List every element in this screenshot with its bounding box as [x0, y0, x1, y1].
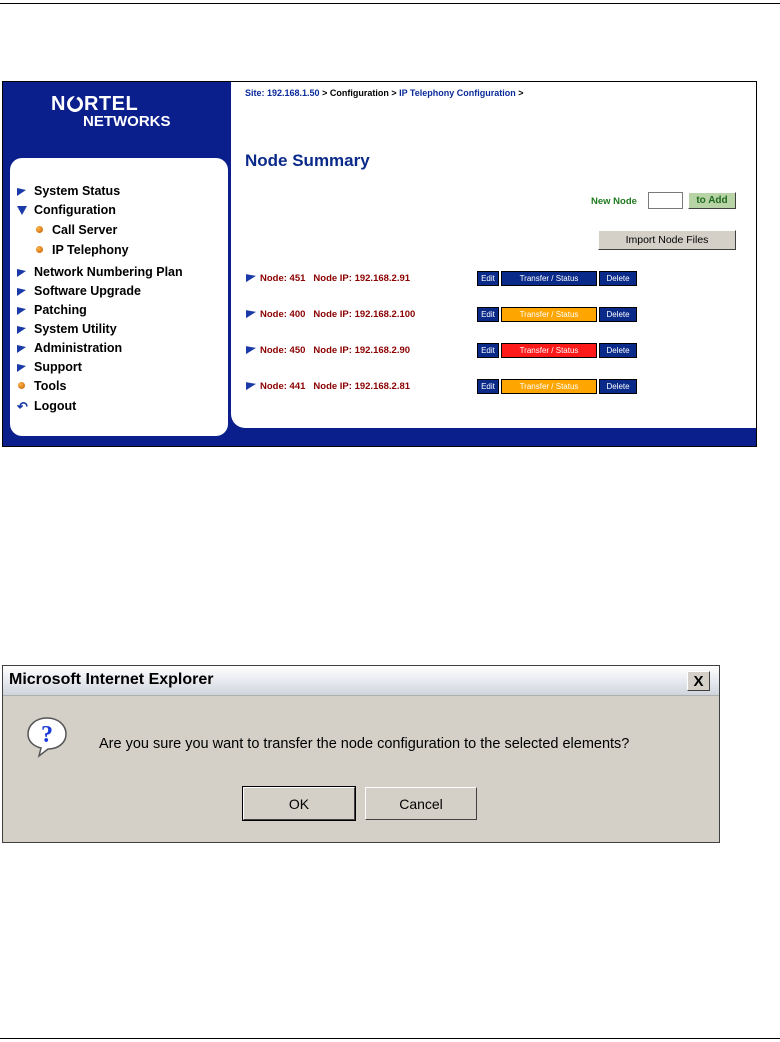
- nortel-networks-logo: N RTEL NETWORKS: [51, 93, 171, 130]
- node-row: [246, 271, 746, 287]
- main-content: [231, 82, 756, 428]
- nav-logout[interactable]: [17, 397, 76, 415]
- nav-network-numbering-plan[interactable]: [17, 263, 183, 281]
- edit-node-button[interactable]: Edit: [477, 343, 499, 358]
- node-info[interactable]: [260, 381, 410, 392]
- breadcrumb-ip-telephony-configuration[interactable]: IP Telephony Configuration: [399, 88, 516, 98]
- node-row: [246, 379, 746, 395]
- nav-label: System Utility: [34, 322, 117, 336]
- breadcrumb-separator: >: [319, 88, 330, 98]
- arrow-icon: [246, 381, 258, 391]
- transfer-status-button[interactable]: Transfer / Status: [501, 379, 597, 394]
- nav-label: Administration: [34, 341, 123, 355]
- dialog-message: Are you sure you want to transfer the node configuration to the selected elements?: [99, 736, 630, 752]
- arrow-icon: [17, 343, 28, 354]
- nav-administration[interactable]: [17, 339, 122, 357]
- transfer-status-button[interactable]: Transfer / Status: [501, 307, 597, 322]
- arrow-icon: [17, 324, 28, 335]
- nav-system-status[interactable]: [17, 182, 120, 200]
- arrow-icon: [17, 286, 28, 297]
- edit-node-button[interactable]: Edit: [477, 379, 499, 394]
- delete-node-button[interactable]: Delete: [599, 379, 637, 394]
- nav-configuration[interactable]: [17, 201, 116, 219]
- arrow-icon: [17, 362, 28, 373]
- element-manager-window: [2, 81, 757, 447]
- arrow-icon: [17, 305, 28, 316]
- dialog-title: Microsoft Internet Explorer: [9, 671, 214, 688]
- nav-label: Patching: [34, 303, 87, 317]
- breadcrumb: [245, 88, 524, 98]
- arrow-icon: [246, 273, 258, 283]
- delete-node-button[interactable]: Delete: [599, 343, 637, 358]
- bullet-icon: [35, 245, 46, 256]
- arrow-icon: [17, 186, 28, 197]
- node-row: [246, 307, 746, 323]
- confirm-dialog: [2, 665, 720, 843]
- node-id: Node: 441: [260, 381, 306, 392]
- nav-patching[interactable]: [17, 301, 87, 319]
- navigation-sidebar: [10, 158, 228, 436]
- nav-label: System Status: [34, 184, 121, 198]
- node-ip: Node IP: 192.168.2.90: [313, 345, 411, 356]
- nav-label: Support: [34, 360, 82, 374]
- nav-call-server[interactable]: [35, 221, 117, 239]
- node-id: Node: 450: [260, 345, 306, 356]
- delete-node-button[interactable]: Delete: [599, 307, 637, 322]
- nav-label: IP Telephony: [52, 243, 129, 257]
- cancel-button[interactable]: Cancel: [365, 787, 477, 820]
- breadcrumb-separator: >: [515, 88, 524, 98]
- add-node-button[interactable]: to Add: [688, 192, 736, 209]
- node-row: [246, 343, 746, 359]
- delete-node-button[interactable]: Delete: [599, 271, 637, 286]
- top-rule: [0, 3, 780, 4]
- node-ip: Node IP: 192.168.2.100: [313, 309, 416, 320]
- nav-label: Network Numbering Plan: [34, 265, 183, 279]
- nav-label: Configuration: [34, 203, 116, 217]
- question-icon: [25, 715, 69, 759]
- breadcrumb-configuration[interactable]: Configuration: [329, 88, 389, 98]
- node-info[interactable]: [260, 309, 415, 320]
- bullet-icon: [17, 381, 28, 392]
- node-ip: Node IP: 192.168.2.81: [313, 381, 411, 392]
- bottom-rule: [0, 1038, 780, 1039]
- node-info[interactable]: [260, 273, 410, 284]
- new-node-input[interactable]: [648, 192, 683, 209]
- logout-icon: ↶: [17, 398, 28, 414]
- arrow-icon: [246, 309, 258, 319]
- breadcrumb-separator: >: [388, 88, 400, 98]
- bullet-icon: [35, 225, 46, 236]
- arrow-icon: [246, 345, 258, 355]
- nav-label: Logout: [34, 399, 77, 413]
- ok-button[interactable]: OK: [243, 787, 355, 820]
- nav-label: Software Upgrade: [34, 284, 141, 298]
- chevron-down-icon: [17, 205, 28, 216]
- edit-node-button[interactable]: Edit: [477, 271, 499, 286]
- svg-text:?: ?: [41, 722, 53, 748]
- logo-globe-icon: [67, 96, 83, 112]
- page-title: Node Summary: [245, 151, 370, 170]
- import-node-files-button[interactable]: Import Node Files: [598, 230, 736, 250]
- arrow-icon: [17, 267, 28, 278]
- node-id: Node: 400: [260, 309, 306, 320]
- nav-ip-telephony[interactable]: [35, 241, 129, 259]
- close-button[interactable]: X: [687, 671, 710, 691]
- new-node-label: New Node: [591, 196, 637, 207]
- node-ip: Node IP: 192.168.2.91: [313, 273, 411, 284]
- nav-label: Call Server: [52, 223, 118, 237]
- node-info[interactable]: [260, 345, 410, 356]
- node-id: Node: 451: [260, 273, 306, 284]
- nav-label: Tools: [34, 379, 67, 393]
- transfer-status-button[interactable]: Transfer / Status: [501, 343, 597, 358]
- nav-support[interactable]: [17, 358, 82, 376]
- nav-tools[interactable]: [17, 377, 66, 395]
- edit-node-button[interactable]: Edit: [477, 307, 499, 322]
- dialog-titlebar[interactable]: [3, 666, 719, 696]
- transfer-status-button[interactable]: Transfer / Status: [501, 271, 597, 286]
- nav-software-upgrade[interactable]: [17, 282, 141, 300]
- nav-system-utility[interactable]: [17, 320, 117, 338]
- breadcrumb-site[interactable]: Site: 192.168.1.50: [245, 88, 320, 98]
